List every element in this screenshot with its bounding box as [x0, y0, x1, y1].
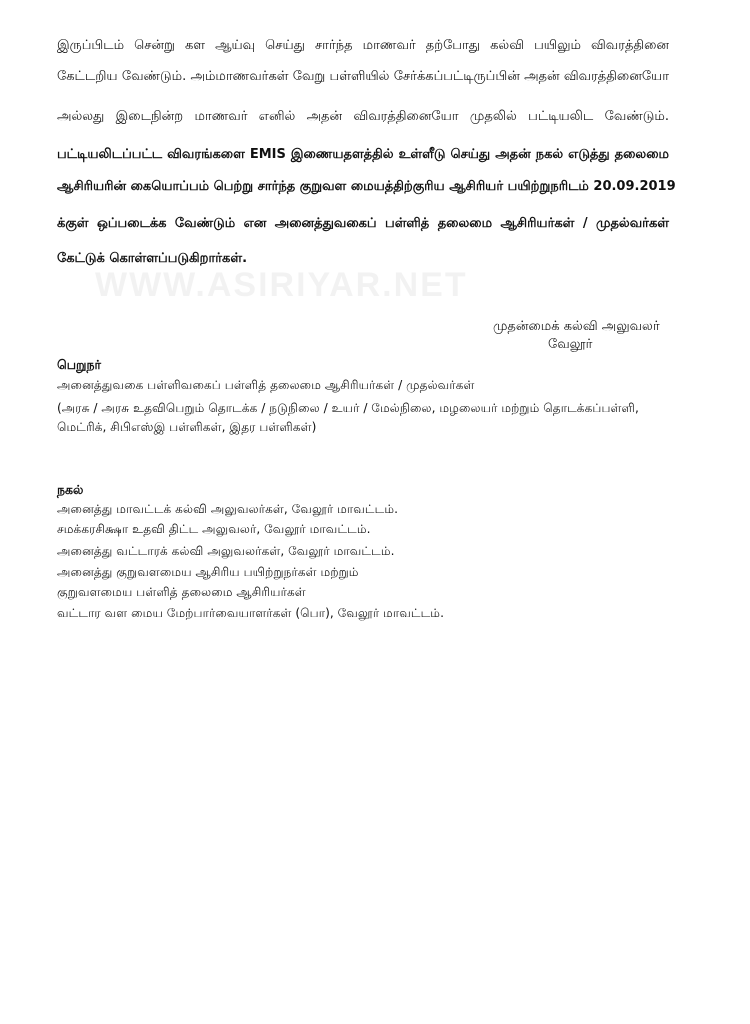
- recipient-line: (அரசு / அரசு உதவிபெறும் தொடக்க / நடுநிலை / உயர் / மேல்நிலை, மழலையர் மற்றும் தொடக்கப்பள்ளி,: [57, 401, 639, 415]
- copy-heading: நகல்: [57, 482, 84, 497]
- copy-line: அனைத்து குறுவளமைய ஆசிரிய பயிற்றுநர்கள் மற்றும்: [57, 565, 359, 579]
- copy-line: குறுவளமைய பள்ளித் தலைமை ஆசிரியர்கள்: [57, 585, 306, 599]
- recipient-line: மெட்ரிக், சிபிஎஸ்இ பள்ளிகள், இதர பள்ளிகள்): [57, 420, 317, 434]
- body-paragraph-line: கேட்டறிய வேண்டும். அம்மாணவர்கள் வேறு பள்ளியில் சேர்க்கப்பட்டிருப்பின் அதன் விவரத்தினையோ: [57, 69, 669, 84]
- body-paragraph-line: இருப்பிடம் சென்று கள ஆய்வு செய்து சார்ந்த மாணவர் தற்போது கல்வி பயிலும் விவரத்தினை: [57, 38, 669, 53]
- bold-paragraph-line: கேட்டுக் கொள்ளப்படுகிறார்கள்.: [57, 251, 248, 266]
- copy-line: வட்டார வள மைய மேற்பார்வையாளர்கள் (பொ), வேலூர் மாவட்டம்.: [57, 606, 444, 620]
- signature-title: முதன்மைக் கல்வி அலுவலர்: [493, 319, 660, 334]
- copy-line: சமக்கரசிக்ஷா உதவி திட்ட அலுவலர், வேலூர் மாவட்டம்.: [57, 522, 371, 536]
- recipient-line: அனைத்துவகை பள்ளிவகைப் பள்ளித் தலைமை ஆசிரியர்கள் / முதல்வர்கள்: [57, 378, 475, 392]
- copy-line: அனைத்து வட்டாரக் கல்வி அலுவலர்கள், வேலூர் மாவட்டம்.: [57, 544, 395, 558]
- signature-place: வேலூர்: [548, 337, 593, 352]
- recipients-heading: பெறுநர்: [57, 357, 102, 372]
- body-paragraph-line: அல்லது இடைநின்ற மாணவர் எனில் அதன் விவரத்தினையோ முதலில் பட்டியலிட வேண்டும்.: [57, 109, 669, 124]
- bold-paragraph-line: பட்டியலிடப்பட்ட விவரங்களை EMIS இணையதளத்தில் உள்ளீடு செய்து அதன் நகல் எடுத்து தலைமை: [57, 147, 669, 162]
- watermark: WWW.ASIRIYAR.NET: [95, 266, 468, 304]
- bold-paragraph-line: க்குள் ஒப்படைக்க வேண்டும் என அனைத்துவகைப் பள்ளித் தலைமை ஆசிரியர்கள் / முதல்வர்கள்: [57, 216, 669, 231]
- copy-line: அனைத்து மாவட்டக் கல்வி அலுவலர்கள், வேலூர் மாவட்டம்.: [57, 502, 399, 516]
- bold-paragraph-line: ஆசிரியரின் கையொப்பம் பெற்று சார்ந்த குறுவள மையத்திற்குரிய ஆசிரியர் பயிற்றுநரிடம் 20.09.2019: [57, 179, 676, 194]
